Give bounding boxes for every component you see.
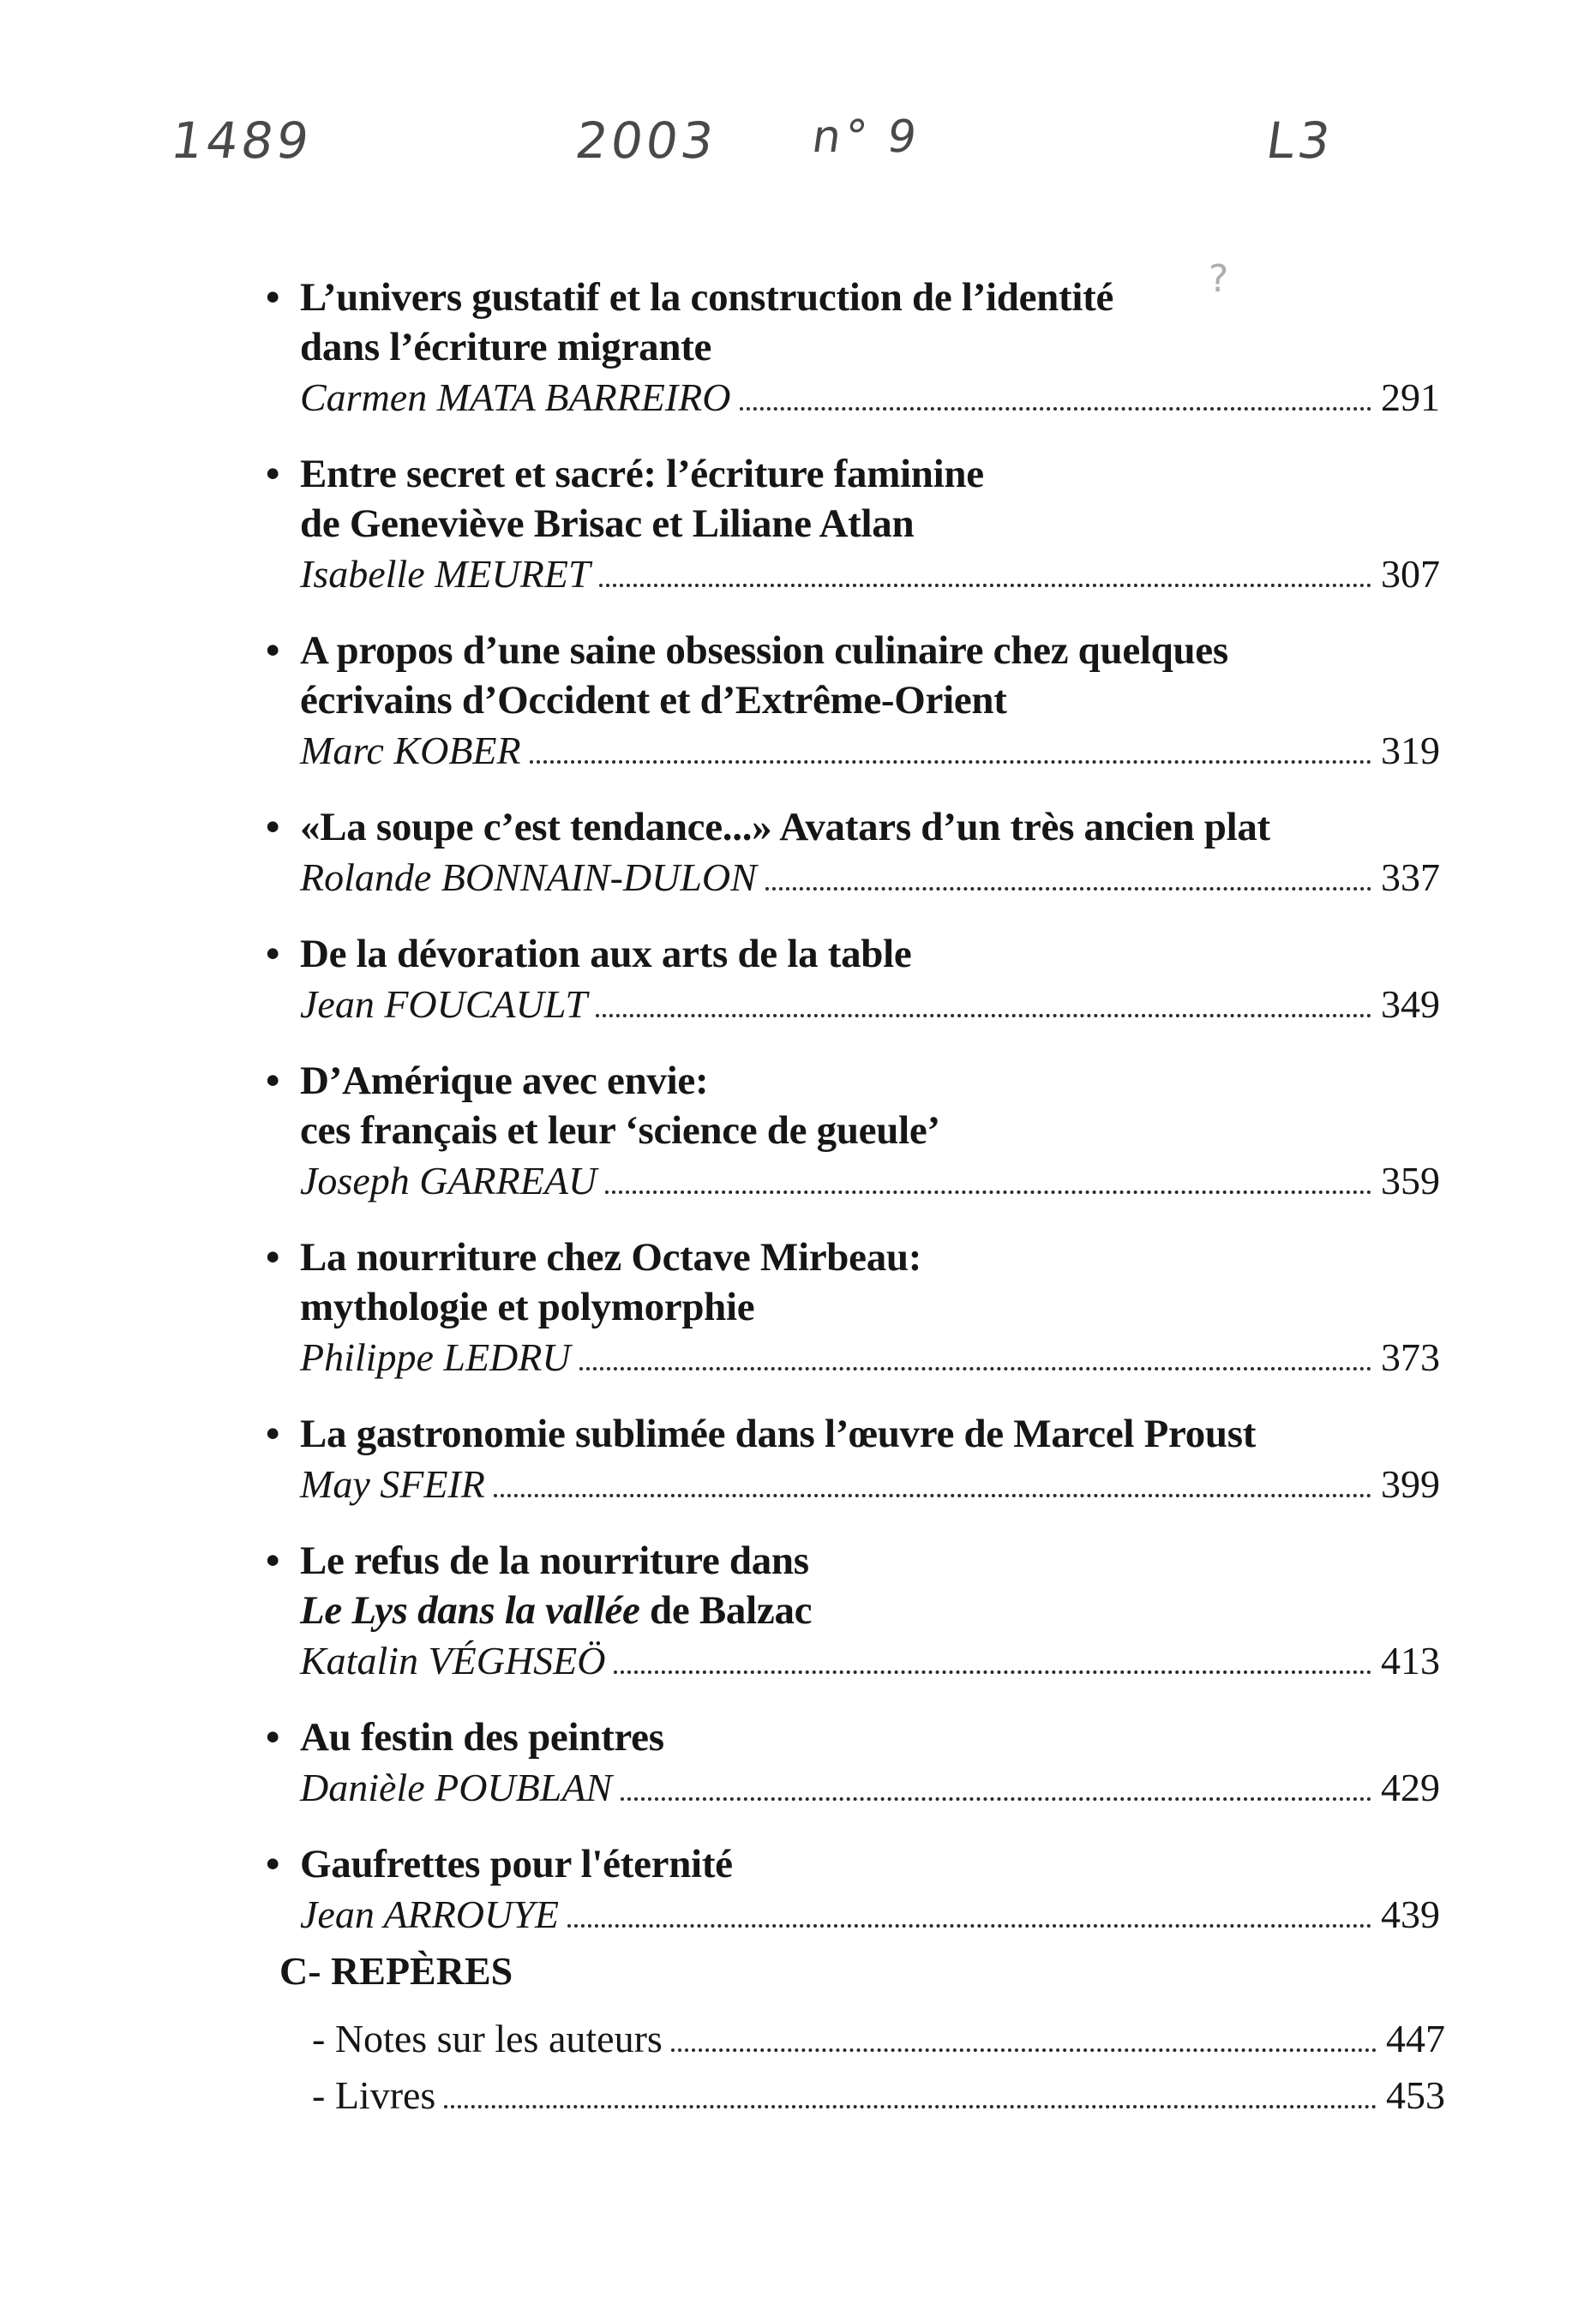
entry-title-line: écrivains d’Occident et d’Extrême-Orient [300, 678, 1007, 723]
entry-author-line [257, 725, 1440, 777]
entry-author-line [257, 1459, 1440, 1510]
entry-title [257, 1536, 1440, 1635]
entry-title [257, 1839, 1440, 1889]
handwritten-note-4: L3 [1263, 111, 1337, 170]
toc-entry[interactable] [257, 1056, 1440, 1207]
handwritten-note-2: 2003 [572, 111, 721, 170]
entry-title [257, 449, 1440, 549]
entry-title [257, 273, 1440, 372]
entry-title-line: ces français et leur ‘science de gueule’ [300, 1108, 940, 1153]
page-number: 453 [1386, 2073, 1445, 2117]
dot-leader [621, 1797, 1371, 1801]
bullet-icon: • [266, 1538, 280, 1583]
entry-title-line: Gaufrettes pour l'éternité [300, 1842, 733, 1886]
entry-author-line [257, 1332, 1440, 1383]
dot-leader [494, 1494, 1371, 1497]
toc-entry[interactable] [257, 626, 1440, 777]
toc-entry[interactable] [257, 1536, 1440, 1687]
toc-entry[interactable] [257, 449, 1440, 600]
entry-title-line: mythologie et polymorphie [300, 1285, 755, 1329]
bullet-icon: • [266, 452, 280, 496]
bullet-icon: • [266, 275, 280, 320]
dot-leader [596, 1014, 1371, 1017]
toc-entry[interactable] [257, 1232, 1440, 1383]
dot-leader [530, 760, 1371, 764]
entry-title [257, 929, 1440, 979]
toc-entry[interactable] [257, 1839, 1440, 1940]
author-name: Carmen MATA BARREIRO [300, 375, 731, 419]
entry-title-line: dans l’écriture migrante [300, 325, 712, 369]
entry-title-line: Le refus de la nourriture dans [300, 1538, 809, 1583]
toc-sub-entry[interactable] [279, 2011, 1445, 2067]
entry-author-line [257, 549, 1440, 600]
section-reperes [279, 1946, 1445, 2124]
entry-title-line: «La soupe c’est tendance...» Avatars d’un très ancien plat [300, 805, 1270, 849]
dot-leader [671, 2048, 1377, 2052]
author-name: Marc KOBER [300, 729, 521, 772]
bullet-icon: • [266, 1059, 280, 1103]
page-number: 291 [1381, 375, 1440, 419]
sub-entry-label: - Livres [312, 2073, 436, 2117]
entry-title-line: de Geneviève Brisac et Liliane Atlan [300, 501, 915, 546]
entry-author-line [257, 852, 1440, 903]
dot-leader [614, 1670, 1371, 1674]
entry-title-line: La gastronomie sublimée dans l’œuvre de Marcel Proust [300, 1412, 1257, 1456]
toc-entry[interactable] [257, 1712, 1440, 1814]
bullet-icon: • [266, 1842, 280, 1886]
entry-author-line [257, 1889, 1440, 1940]
page-number: 337 [1381, 855, 1440, 899]
toc-entry[interactable] [257, 1409, 1440, 1510]
page-number: 373 [1381, 1335, 1440, 1379]
entry-title [257, 1712, 1440, 1762]
page-number: 399 [1381, 1462, 1440, 1506]
entry-title-line: D’Amérique avec envie: [300, 1059, 709, 1103]
section-title: C- REPÈRES [279, 1949, 513, 1993]
dot-leader [605, 1190, 1371, 1194]
page-number: 429 [1381, 1766, 1440, 1809]
toc-entry[interactable] [257, 273, 1440, 423]
author-name: May SFEIR [300, 1462, 485, 1506]
entry-title-line: La nourriture chez Octave Mirbeau: [300, 1235, 922, 1280]
handwritten-note-3: n° 9 [808, 111, 923, 163]
entry-title-line [300, 1586, 1440, 1635]
bullet-icon: • [266, 1412, 280, 1456]
dot-leader [567, 1924, 1371, 1928]
toc-entry[interactable] [257, 929, 1440, 1030]
page-number: 413 [1381, 1639, 1440, 1682]
entry-author-line [257, 1635, 1440, 1687]
page-number: 349 [1381, 982, 1440, 1026]
dot-leader [740, 407, 1372, 411]
page-number: 307 [1381, 552, 1440, 596]
entry-title [257, 1409, 1440, 1459]
author-name: Philippe LEDRU [300, 1335, 571, 1379]
work-title-suffix: de Balzac [639, 1588, 813, 1633]
sub-entry-label: - Notes sur les auteurs [312, 2017, 663, 2060]
dot-leader [599, 584, 1371, 587]
author-name: Rolande BONNAIN-DULON [300, 855, 757, 899]
page-number: 319 [1381, 729, 1440, 772]
margin-question-mark: ? [1209, 257, 1229, 301]
dot-leader [444, 2105, 1377, 2108]
toc-entry[interactable] [257, 802, 1440, 903]
bullet-icon: • [266, 1235, 280, 1280]
entry-title [257, 802, 1440, 852]
bullet-icon: • [266, 805, 280, 849]
handwritten-note-1: 1489 [167, 111, 316, 170]
entry-author-line [257, 1155, 1440, 1207]
work-title: Le Lys dans la vallée [300, 1588, 640, 1633]
entry-title-line: L’univers gustatif et la construction de l’identité [300, 275, 1114, 320]
entry-author-line [257, 979, 1440, 1030]
author-name: Jean ARROUYE [300, 1892, 559, 1936]
dot-leader [579, 1367, 1371, 1370]
author-name: Katalin VÉGHSEÖ [300, 1639, 606, 1682]
page-number: 439 [1381, 1892, 1440, 1936]
entry-title [257, 1232, 1440, 1332]
dot-leader [765, 887, 1371, 891]
bullet-icon: • [266, 1715, 280, 1760]
entry-title [257, 626, 1440, 725]
toc-sub-entry[interactable] [279, 2067, 1445, 2124]
entry-title-line: De la dévoration aux arts de la table [300, 932, 912, 976]
entry-title-line: Entre secret et sacré: l’écriture faminine [300, 452, 984, 496]
entry-title-line: A propos d’une saine obsession culinaire chez quelques [300, 628, 1228, 673]
entry-author-line [257, 1762, 1440, 1814]
bullet-icon: • [266, 932, 280, 976]
bullet-icon: • [266, 628, 280, 673]
page-number: 447 [1386, 2017, 1445, 2060]
page-number: 359 [1381, 1159, 1440, 1202]
entry-title [257, 1056, 1440, 1155]
author-name: Joseph GARREAU [300, 1159, 597, 1202]
table-of-contents [257, 273, 1440, 1966]
author-name: Isabelle MEURET [300, 552, 591, 596]
author-name: Danièle POUBLAN [300, 1766, 613, 1809]
entry-title-line: Au festin des peintres [300, 1715, 664, 1760]
entry-author-line [257, 372, 1440, 423]
author-name: Jean FOUCAULT [300, 982, 588, 1026]
